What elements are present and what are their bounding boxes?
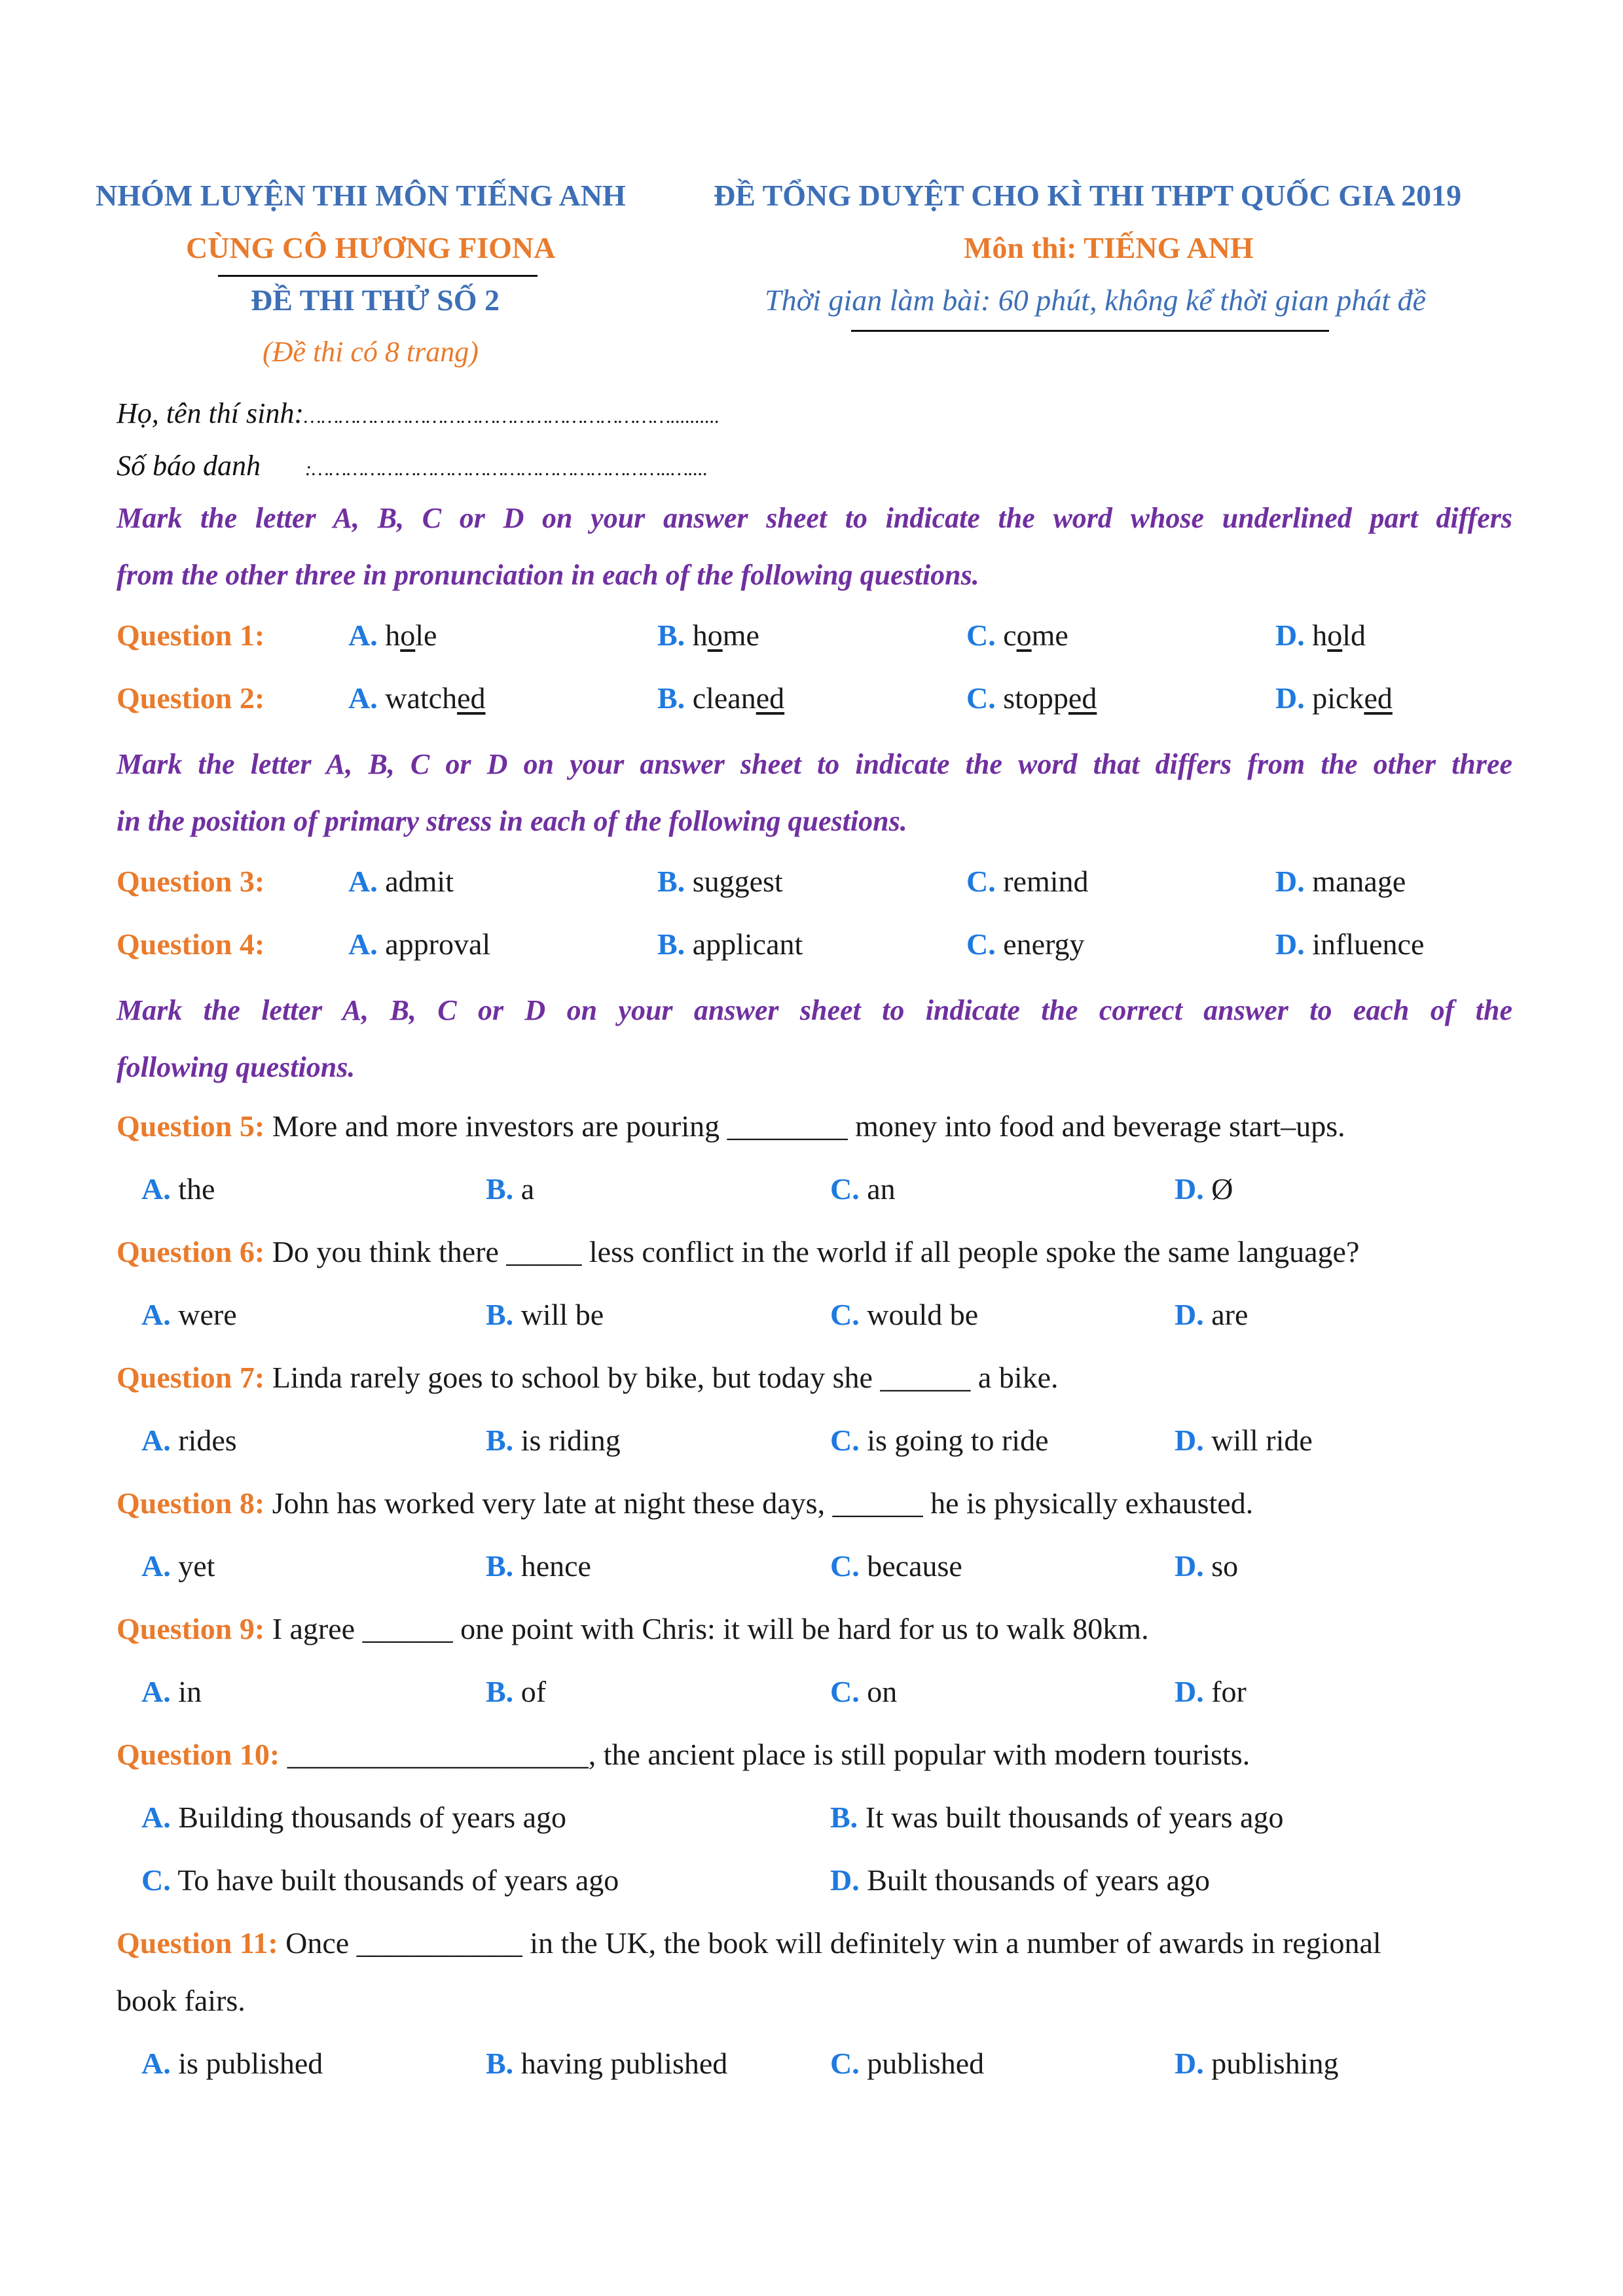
option-letter: D. [1275,927,1305,961]
option-text: h [1312,619,1328,652]
option-letter: D. [1175,1172,1204,1206]
option-text: having published [520,2047,728,2080]
option-text: a [520,1172,535,1206]
option-text: are [1211,1298,1249,1331]
q9-option-b[interactable] [486,1674,546,1709]
option-text: approval [385,927,491,961]
option-letter: D. [1175,1675,1204,1708]
option-letter: A. [141,1298,171,1331]
option-text: To have built thousands of years ago [177,1863,619,1897]
question-label: Question 5: [117,1109,265,1143]
q10-option-d[interactable] [830,1863,1210,1897]
q4-option-d[interactable] [1275,927,1424,961]
option-letter: B. [486,1549,514,1583]
option-text: so [1211,1549,1239,1583]
option-text: h [692,619,708,652]
q5-option-b[interactable] [486,1172,534,1206]
option-letter: A. [141,1801,171,1834]
option-letter: B. [486,1424,514,1457]
underlined-part: o [1327,619,1343,652]
option-text: influence [1312,927,1425,961]
question-6 [117,1234,1359,1269]
option-letter: D. [830,1863,860,1897]
question-text: I agree ______ one point with Chris: it will be hard for us to walk 80km. [264,1612,1149,1645]
option-text: were [178,1298,237,1331]
option-text: the [178,1172,215,1206]
option-text: stopp [1003,681,1068,715]
option-text: h [385,619,401,652]
option-letter: A. [348,927,378,961]
candidate-name-field [117,397,720,430]
option-letter: D. [1175,1424,1204,1457]
option-letter: B. [657,681,685,715]
option-letter: D. [1275,619,1305,652]
question-10 [117,1737,1250,1772]
option-text: watch [385,681,458,715]
candidate-name-label: Họ, tên thí sinh: [117,397,304,429]
question-label: Question 10: [117,1738,280,1771]
option-letter: B. [486,1172,514,1206]
exam-duration: Thời gian làm bài: 60 phút, không kể thời gian phát đề [765,283,1426,317]
option-letter: B. [657,927,685,961]
q11-option-d[interactable] [1175,2046,1338,2081]
option-text: is riding [520,1424,621,1457]
q7-option-d[interactable] [1175,1423,1313,1458]
q9-option-d[interactable] [1175,1674,1247,1709]
q11-option-a[interactable] [141,2046,323,2081]
q8-option-c[interactable] [830,1549,962,1583]
underlined-part: o [707,619,723,652]
candidate-name-dots: ……………………………………………………….......... [303,406,720,427]
option-text: me [1031,619,1068,652]
option-letter: A. [141,1549,171,1583]
header-right-rule [851,330,1329,332]
option-letter: B. [486,1675,514,1708]
option-text: publishing [1211,2047,1339,2080]
q2-option-b[interactable] [657,681,784,715]
option-text: in [178,1675,202,1708]
question-text: Once ___________ in the UK, the book will definitely win a number of awards in regional [278,1926,1381,1960]
q6-option-d[interactable] [1175,1297,1248,1332]
option-letter: D. [1175,1549,1204,1583]
option-text: ld [1342,619,1366,652]
option-letter: A. [141,1424,171,1457]
option-letter: B. [657,865,685,898]
option-letter: B. [486,2047,514,2080]
option-text: hence [520,1549,591,1583]
question-8 [117,1486,1253,1520]
q1-option-a[interactable] [348,618,437,653]
instruction-line: from the other three in pronunciation in each of the following questions. [117,559,979,591]
option-text: It was built thousands of years ago [865,1801,1284,1834]
option-text: an [867,1172,896,1206]
q11-option-b[interactable] [486,2046,727,2081]
option-letter: A. [348,681,378,715]
underlined-part: ed [1364,681,1393,715]
question-7 [117,1360,1059,1395]
option-text: le [415,619,437,652]
option-letter: B. [830,1801,858,1834]
instruction-line: following questions. [117,1051,356,1083]
option-text: admit [385,865,454,898]
option-letter: D. [1175,1298,1204,1331]
q7-option-b[interactable] [486,1423,621,1458]
q4-option-b[interactable] [657,927,803,961]
option-text: rides [178,1424,237,1457]
exam-subject: Môn thi: TIẾNG ANH [964,231,1254,264]
question-11 [117,1926,1381,1960]
option-letter: C. [966,619,996,652]
option-text: c [1003,619,1017,652]
q5-option-d[interactable] [1175,1172,1233,1206]
q3-option-a[interactable] [348,864,454,899]
option-letter: D. [1275,865,1305,898]
option-text: pick [1312,681,1364,715]
option-letter: A. [348,865,378,898]
option-text: Built thousands of years ago [867,1863,1211,1897]
instruction-pronunciation [117,490,1512,603]
question-label: Question 4: [117,927,265,961]
q9-option-a[interactable] [141,1674,202,1709]
question-label: Question 2: [117,681,265,715]
question-text: ____________________, the ancient place is still popular with modern tourists. [280,1738,1250,1771]
option-text: applicant [692,927,803,961]
q6-option-b[interactable] [486,1297,604,1332]
instruction-line: Mark the letter A, B, C or D on your answer sheet to indicate the correct answer to each of the [117,994,1512,1026]
question-label: Question 1: [117,619,265,652]
q11-option-c[interactable] [830,2046,984,2081]
q8-option-b[interactable] [486,1549,591,1583]
instruction-stress [117,736,1512,850]
option-letter: C. [830,1172,860,1206]
q1-option-c[interactable] [966,618,1068,653]
option-letter: C. [830,2047,860,2080]
candidate-id-dots: :……………………………………………………..….... [305,458,708,480]
q5-option-a[interactable] [141,1172,215,1206]
question-text: Do you think there _____ less conflict in the world if all people spoke the same language? [264,1235,1360,1268]
question-text: More and more investors are pouring ________ money into food and beverage start–ups. [264,1109,1345,1143]
question-label: Question 3: [117,865,265,898]
option-text: me [722,619,759,652]
q7-option-a[interactable] [141,1423,237,1458]
option-letter: C. [830,1424,860,1457]
q1-option-d[interactable] [1275,618,1366,653]
test-number: ĐỀ THI THỬ SỐ 2 [251,283,500,317]
option-letter: A. [141,1172,171,1206]
instruction-line: Mark the letter A, B, C or D on your answer sheet to indicate the word whose underlined part differs [117,502,1512,534]
q10-option-a[interactable] [141,1800,566,1835]
q7-option-c[interactable] [830,1423,1049,1458]
option-text: of [520,1675,547,1708]
question-label: Question 9: [117,1612,265,1645]
option-letter: C. [830,1675,860,1708]
instruction-line: Mark the letter A, B, C or D on your answer sheet to indicate the word that differs from the other three [117,748,1512,780]
option-text: will ride [1211,1424,1313,1457]
group-title: NHÓM LUYỆN THI MÔN TIẾNG ANH [96,179,626,212]
option-text: is going to ride [867,1424,1049,1457]
option-letter: A. [141,1675,171,1708]
q3-option-d[interactable] [1275,864,1406,899]
group-subtitle: CÙNG CÔ HƯƠNG FIONA [186,231,556,264]
option-letter: D. [1175,2047,1204,2080]
option-text: Building thousands of years ago [178,1801,567,1834]
instruction-line: in the position of primary stress in each of the following questions. [117,805,907,837]
option-text: yet [178,1549,215,1583]
option-text: is published [178,2047,323,2080]
q4-option-c[interactable] [966,927,1085,961]
option-text: would be [867,1298,979,1331]
question-text: John has worked very late at night these days, ______ he is physically exhausted. [264,1486,1254,1520]
q2-option-a[interactable] [348,681,486,715]
underlined-part: ed [457,681,486,715]
question-label: Question 11: [117,1926,278,1960]
question-11-continuation: book fairs. [117,1984,246,2017]
q2-option-d[interactable] [1275,681,1393,715]
question-label: Question 7: [117,1361,265,1394]
option-text: will be [520,1298,604,1331]
option-text: manage [1312,865,1406,898]
q1-option-b[interactable] [657,618,759,653]
option-letter: C. [966,865,996,898]
option-text: energy [1003,927,1085,961]
question-label: Question 6: [117,1235,265,1268]
q10-option-b[interactable] [830,1800,1283,1835]
option-letter: A. [348,619,378,652]
header-left-rule [218,275,538,277]
q4-option-a[interactable] [348,927,490,961]
option-text: because [867,1549,962,1583]
question-label: Question 8: [117,1486,265,1520]
option-letter: C. [141,1863,171,1897]
q10-option-c[interactable] [141,1863,619,1897]
q6-option-a[interactable] [141,1297,237,1332]
option-text: clean [692,681,756,715]
option-letter: A. [141,2047,171,2080]
option-letter: C. [830,1298,860,1331]
option-letter: C. [830,1549,860,1583]
q2-option-c[interactable] [966,681,1097,715]
instruction-correct-answer [117,982,1512,1096]
q5-option-c[interactable] [830,1172,896,1206]
candidate-id-label: Số báo danh [117,450,261,482]
option-text: remind [1003,865,1089,898]
option-text: Ø [1211,1172,1233,1206]
option-text: published [867,2047,985,2080]
underlined-part: o [400,619,416,652]
q9-option-c[interactable] [830,1674,897,1709]
page-count-note: (Đề thi có 8 trang) [263,336,479,368]
underlined-part: o [1016,619,1032,652]
question-5 [117,1109,1345,1143]
option-text: for [1211,1675,1247,1708]
option-letter: C. [966,927,996,961]
option-letter: B. [486,1298,514,1331]
underlined-part: ed [1068,681,1097,715]
underlined-part: ed [756,681,785,715]
option-text: on [867,1675,898,1708]
option-letter: C. [966,681,996,715]
question-9 [117,1611,1149,1646]
q6-option-c[interactable] [830,1297,978,1332]
candidate-id-field [117,449,708,482]
q3-option-c[interactable] [966,864,1089,899]
exam-title: ĐỀ TỔNG DUYỆT CHO KÌ THI THPT QUỐC GIA 2019 [714,179,1462,212]
option-letter: B. [657,619,685,652]
option-letter: D. [1275,681,1305,715]
question-text: Linda rarely goes to school by bike, but today she ______ a bike. [264,1361,1059,1394]
q8-option-d[interactable] [1175,1549,1238,1583]
q8-option-a[interactable] [141,1549,215,1583]
option-text: suggest [692,865,783,898]
q3-option-b[interactable] [657,864,783,899]
